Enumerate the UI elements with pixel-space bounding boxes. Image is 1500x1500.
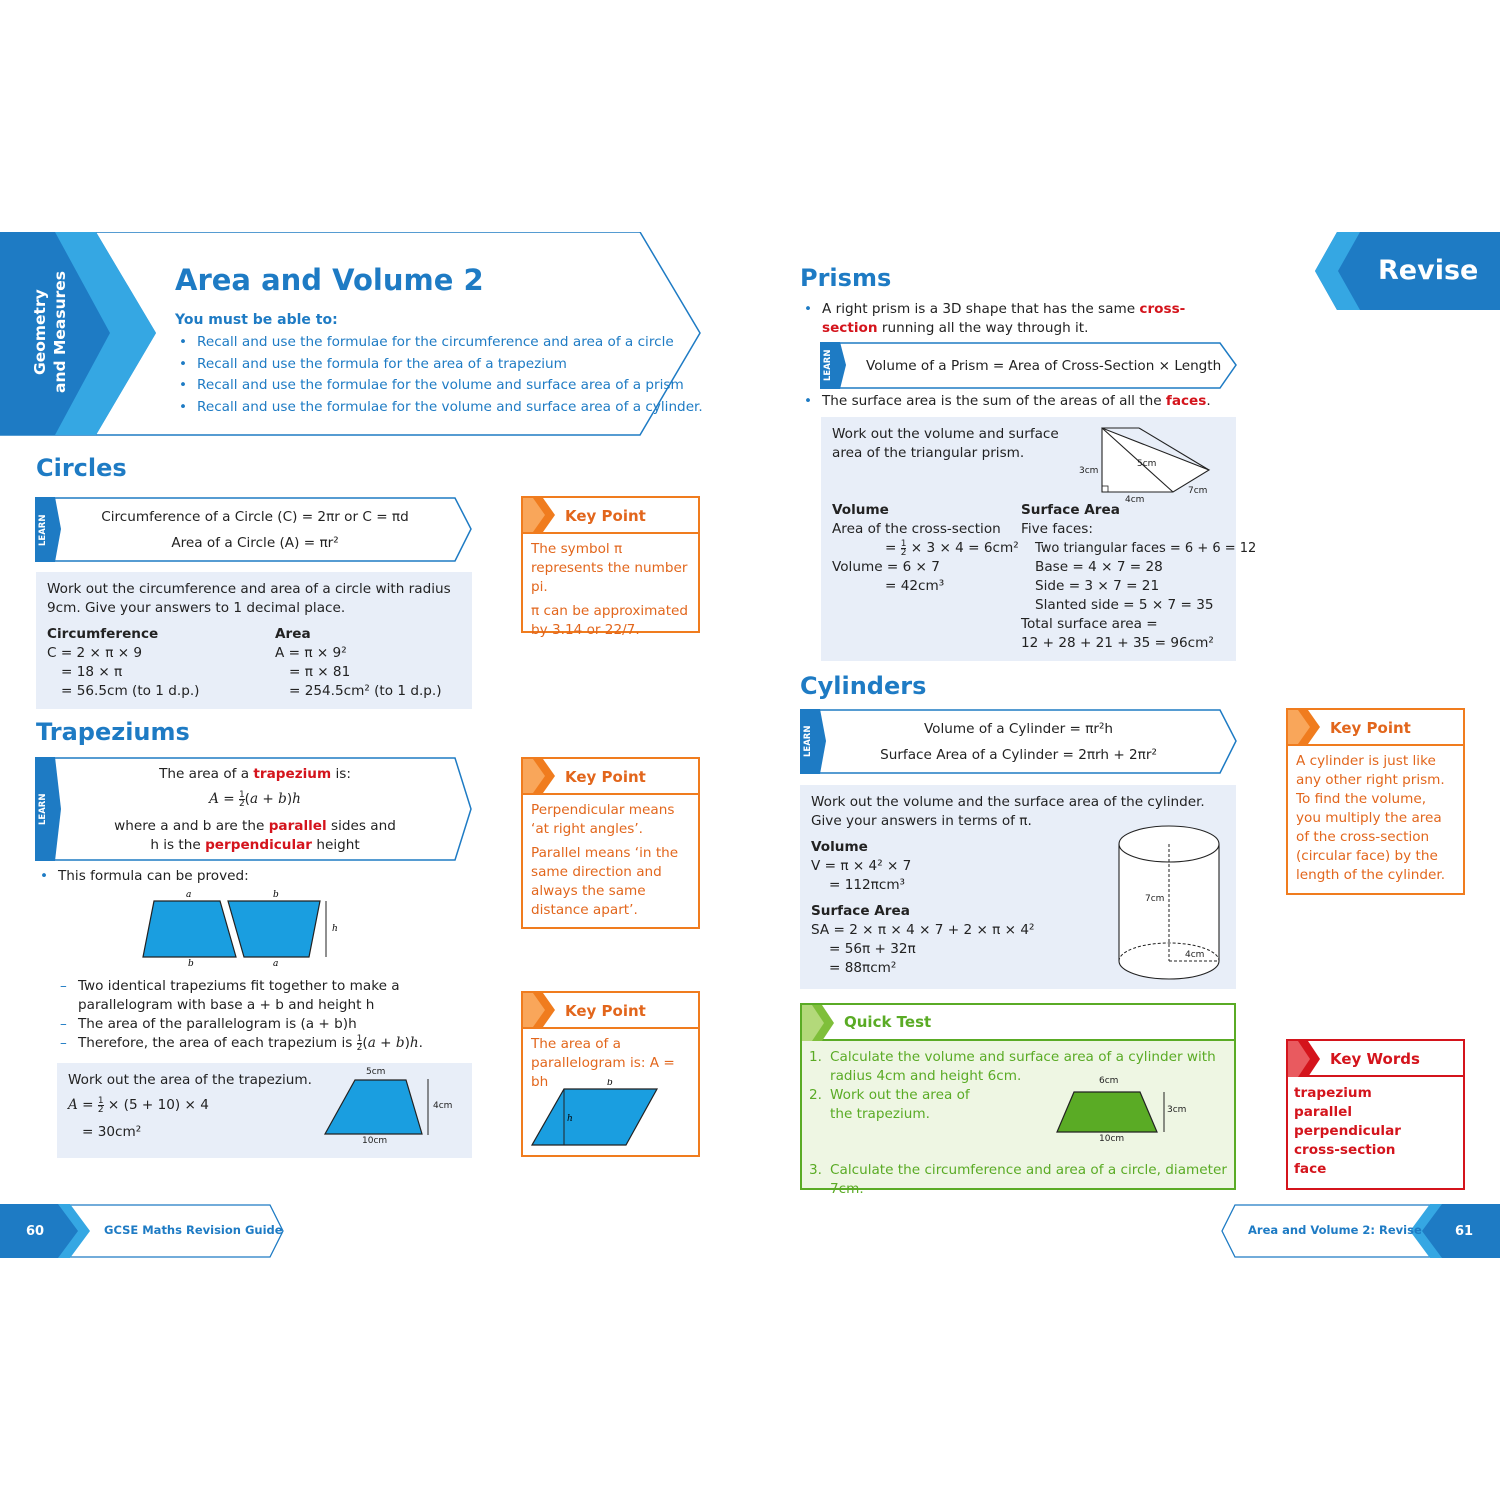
circ-step: = 56.5cm (to 1 d.p.) <box>61 683 200 699</box>
prism-label-5cm: 5cm <box>1137 459 1157 469</box>
cylinders-heading: Cylinders <box>800 672 927 700</box>
key-point-title: Key Point <box>565 768 646 786</box>
objectives-list <box>175 332 703 418</box>
prism-volume-step: Area of the cross-section <box>832 521 1001 537</box>
trapezium-height-label: 4cm <box>433 1101 453 1111</box>
trapezium-question: Work out the area of the trapezium. <box>68 1072 312 1088</box>
key-point-icon <box>523 759 557 793</box>
learn-tab: LEARN <box>38 793 48 825</box>
prism-volume-step: = $\frac{1}{2}$ × 3 × 4 = 6cm² <box>885 538 1019 558</box>
surface-area-heading: Surface Area <box>1021 502 1120 518</box>
cylinder-question: Work out the volume and the surface area of the cylinder. Give your answers in terms of π. <box>811 794 1205 829</box>
revise-label: Revise <box>1378 255 1479 286</box>
key-word: perpendicular <box>1294 1123 1401 1139</box>
prism-label-4cm: 4cm <box>1125 495 1145 505</box>
trapezium-line: h is the perpendicular height <box>150 837 360 853</box>
objective-item: • Recall and use the formula for the area of a trapezium <box>175 354 703 376</box>
trapezium-formula: A = $\frac{1}{2}$ (a + b)h <box>209 789 301 809</box>
circumference-heading: Circumference <box>47 626 159 642</box>
proof-steps <box>56 977 426 1053</box>
circle-question: Work out the circumference and area of a circle with radius 9cm. Give your answers to 1 decimal place. <box>47 581 451 616</box>
qt-trapezium-top: 6cm <box>1099 1076 1119 1086</box>
trapeziums-heading: Trapeziums <box>36 718 190 746</box>
key-point-text: π can be approximated by 3.14 or 22/7. <box>531 603 689 638</box>
trapezium-work: A = $\frac{1}{2}$ × (5 + 10) × 4 <box>68 1095 209 1115</box>
key-point-box <box>521 757 700 929</box>
proof-step: – Therefore, the area of each trapezium is $\frac{1}{2}$ (a + b)h. <box>56 1034 426 1053</box>
area-heading: Area <box>275 626 311 642</box>
section-label: Geometry and Measures <box>31 270 69 394</box>
parallelogram-proof-diagram <box>140 887 345 967</box>
svg-text:b: b <box>273 890 279 900</box>
cylinder-step: = 112πcm³ <box>829 877 906 893</box>
key-words-list <box>1294 1084 1401 1179</box>
prism-sa-step: Total surface area = <box>1021 616 1158 632</box>
svg-text:b: b <box>607 1079 613 1088</box>
key-point-title: Key Point <box>1330 719 1411 737</box>
circles-heading: Circles <box>36 454 127 482</box>
objective-item: • Recall and use the formulae for the circumference and area of a circle <box>175 332 703 354</box>
prism-volume-formula: Volume of a Prism = Area of Cross-Section × Length <box>866 358 1222 374</box>
prism-sa-step: Two triangular faces = 6 + 6 = 12 <box>1035 541 1257 556</box>
objectives-heading: You must be able to: <box>175 312 338 328</box>
svg-text:h: h <box>567 1114 573 1124</box>
area-step: = 254.5cm² (to 1 d.p.) <box>289 683 442 699</box>
cylinder-sa-formula: Surface Area of a Cylinder = 2πrh + 2πr² <box>880 747 1157 763</box>
trapezium-line: where a and b are the parallel sides and <box>114 818 396 834</box>
qt-trapezium-bottom: 10cm <box>1099 1134 1125 1144</box>
cylinder-height-label: 7cm <box>1145 894 1165 904</box>
learn-box-frame <box>35 497 473 563</box>
proof-step: – The area of the parallelogram is (a + b)h <box>56 1015 426 1034</box>
key-point-text: Parallel means ‘in the same direction and always the same distance apart’. <box>531 845 679 918</box>
key-words-icon <box>1288 1041 1322 1077</box>
key-word: cross-section <box>1294 1142 1396 1158</box>
key-word: trapezium <box>1294 1085 1372 1101</box>
parallelogram-diagram <box>529 1079 664 1149</box>
prism-sa-step: 12 + 28 + 21 + 35 = 96cm² <box>1021 635 1214 651</box>
quick-test-q2: 2. Work out the area of the trapezium. <box>809 1087 970 1122</box>
proof-step: – Two identical trapeziums fit together to make a parallelogram with base a + b and height h <box>56 977 426 1015</box>
quick-test-q3: 3. Calculate the circumference and area of a circle, diameter 7cm. <box>809 1162 1227 1197</box>
key-point-icon <box>523 498 557 532</box>
qt-trapezium-height: 3cm <box>1167 1105 1187 1115</box>
quick-test-q1: 1. Calculate the volume and surface area of a cylinder with radius 4cm and height 6cm. <box>809 1049 1216 1084</box>
cylinder-step: SA = 2 × π × 4 × 7 + 2 × π × 4² <box>811 922 1035 938</box>
quick-test-title: Quick Test <box>844 1013 932 1031</box>
page-number-right: 61 <box>1455 1224 1474 1239</box>
cylinder-volume-formula: Volume of a Cylinder = πr²h <box>923 721 1114 737</box>
volume-heading: Volume <box>811 839 868 855</box>
prism-bullet: • The surface area is the sum of the areas of all the faces. <box>800 392 1240 411</box>
trapezium-answer: = 30cm² <box>82 1124 142 1140</box>
key-point-title: Key Point <box>565 1002 646 1020</box>
learn-box-frame <box>800 709 1240 775</box>
trapezium-bottom-label: 10cm <box>362 1136 388 1146</box>
cylinder-radius-label: 4cm <box>1185 950 1205 960</box>
prism-sa-step: Side = 3 × 7 = 21 <box>1035 578 1160 594</box>
prism-question: Work out the volume and surface area of the triangular prism. <box>832 426 1059 461</box>
objective-item: • Recall and use the formulae for the volume and surface area of a prism <box>175 375 703 397</box>
prism-volume-step: Volume = 6 × 7 <box>832 559 940 575</box>
key-point-box <box>1286 708 1465 895</box>
prism-sa-step: Slanted side = 5 × 7 = 35 <box>1035 597 1214 613</box>
key-point-text: The symbol π represents the number pi. <box>531 541 688 595</box>
prism-volume-step: = 42cm³ <box>885 578 945 594</box>
prism-label-7cm: 7cm <box>1188 486 1208 496</box>
key-words-title: Key Words <box>1330 1050 1420 1068</box>
prism-sa-step: Base = 4 × 7 = 28 <box>1035 559 1163 575</box>
key-point-text: A cylinder is just like any other right prism. To find the volume, you multiply the area of the cross-section (circular face) by the length of the cylinder. <box>1296 753 1446 883</box>
key-point-icon <box>1288 710 1322 744</box>
surface-area-heading: Surface Area <box>811 903 910 919</box>
quick-test-icon <box>802 1005 836 1041</box>
svg-text:a: a <box>186 890 192 900</box>
prism-label-3cm: 3cm <box>1079 466 1099 476</box>
circ-step: C = 2 × π × 9 <box>47 645 143 661</box>
area-step: = π × 81 <box>289 664 351 680</box>
svg-text:h: h <box>332 924 338 934</box>
area-step: A = π × 9² <box>275 645 347 661</box>
learn-tab: LEARN <box>38 514 48 546</box>
trapezium-line: The area of a trapezium is: <box>159 766 351 782</box>
key-point-box <box>521 496 700 638</box>
objective-item: • Recall and use the formulae for the volume and surface area of a cylinder. <box>175 397 703 419</box>
key-point-title: Key Point <box>565 507 646 525</box>
volume-heading: Volume <box>832 502 889 518</box>
cylinder-step: V = π × 4² × 7 <box>811 858 912 874</box>
learn-tab: LEARN <box>823 349 833 382</box>
circle-area-formula: Area of a Circle (A) = πr² <box>171 535 339 551</box>
trapezium-top-label: 5cm <box>366 1067 386 1077</box>
prism-sa-step: Five faces: <box>1021 521 1093 537</box>
svg-text:a: a <box>273 959 279 967</box>
key-point-icon <box>523 993 557 1027</box>
circ-step: = 18 × π <box>61 664 123 680</box>
key-point-text: The area of a parallelogram is: A = bh <box>531 1036 675 1090</box>
footer-book-title: GCSE Maths Revision Guide <box>104 1223 283 1237</box>
key-point-box <box>521 991 700 1157</box>
prisms-heading: Prisms <box>800 264 892 292</box>
circle-circumference-formula: Circumference of a Circle (C) = 2πr or C = πd <box>101 509 409 525</box>
cylinder-diagram <box>1115 822 1225 982</box>
cylinder-step: = 56π + 32π <box>829 941 916 957</box>
key-word: face <box>1294 1161 1327 1177</box>
page-number-left: 60 <box>26 1224 45 1239</box>
learn-tab: LEARN <box>803 725 813 758</box>
cylinder-step: = 88πcm² <box>829 960 897 976</box>
key-point-text: Perpendicular means ‘at right angles’. <box>531 802 675 837</box>
key-word: parallel <box>1294 1104 1352 1120</box>
prism-bullet: • A right prism is a 3D shape that has the same cross-section running all the way through it. <box>800 300 1240 338</box>
proved-bullet: • This formula can be proved: <box>36 867 249 886</box>
page-title: Area and Volume 2 <box>175 263 484 297</box>
footer-section-title: Area and Volume 2: Revise <box>1248 1223 1422 1237</box>
svg-text:b: b <box>188 959 194 967</box>
